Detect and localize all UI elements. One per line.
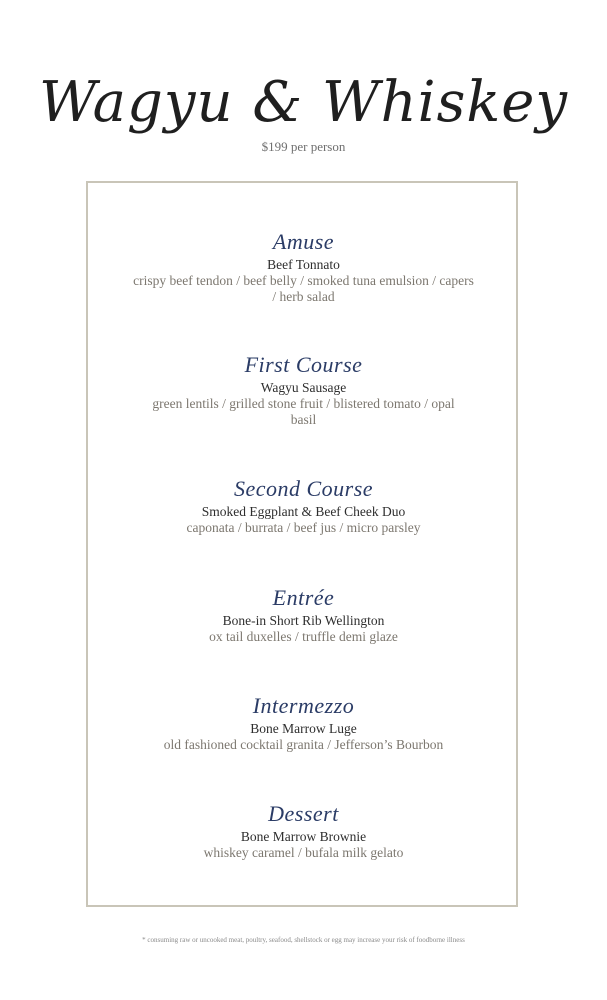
course-amuse (86, 229, 521, 305)
course-first (86, 352, 521, 428)
course-description: crispy beef tendon / beef belly / smoked tuna emulsion / capers / herb salad (133, 273, 474, 304)
course-dish: Bone Marrow Luge (250, 721, 357, 736)
course-title: First Course (244, 352, 363, 377)
course-title: Entrée (272, 585, 335, 610)
course-second (86, 476, 521, 536)
menu-price: $199 per person (261, 139, 346, 154)
course-dish: Beef Tonnato (267, 257, 340, 272)
course-dish: Wagyu Sausage (260, 380, 347, 395)
course-title: Intermezzo (252, 693, 355, 718)
course-dish: Bone Marrow Brownie (240, 829, 367, 844)
course-description: caponata / burrata / beef jus / micro parsley (186, 520, 421, 535)
course-title: Second Course (233, 476, 374, 501)
course-dish: Bone-in Short Rib Wellington (222, 613, 385, 628)
course-description: ox tail duxelles / truffle demi glaze (209, 629, 398, 644)
course-dish: Smoked Eggplant & Beef Cheek Duo (201, 504, 406, 519)
course-description: green lentils / grilled stone fruit / blistered tomato / opal basil (152, 396, 455, 427)
menu-title: Wagyu & Whiskey (38, 70, 569, 135)
course-intermezzo (86, 693, 521, 753)
course-title: Amuse (272, 229, 335, 254)
course-dessert (86, 801, 521, 861)
course-description: old fashioned cocktail granita / Jefferson’s Bourbon (163, 737, 444, 752)
health-disclaimer: * consuming raw or uncooked meat, poultry, seafood, shellstock or egg may increase your risk of foodborne illness (142, 936, 465, 944)
course-title: Dessert (268, 801, 339, 826)
course-entree (86, 585, 521, 645)
course-description: whiskey caramel / bufala milk gelato (203, 845, 404, 860)
